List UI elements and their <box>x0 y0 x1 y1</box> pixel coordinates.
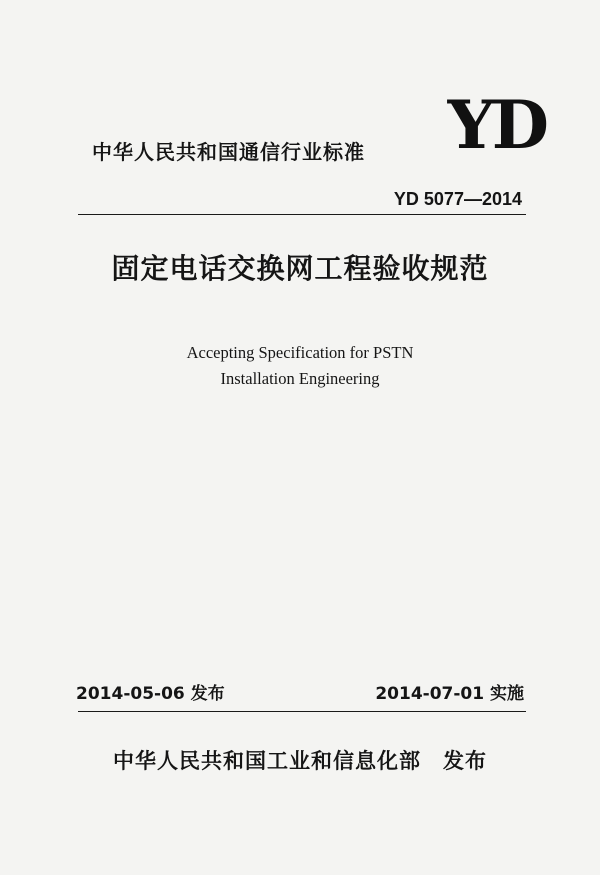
publisher-line <box>0 747 600 775</box>
document-title-english <box>0 340 600 392</box>
industry-standard-header: 中华人民共和国通信行业标准 <box>92 140 365 164</box>
effective-date: 2014-07-01 实施 <box>375 684 524 704</box>
publisher-name: 中华人民共和国工业和信息化部 <box>113 749 421 773</box>
publisher-action: 发布 <box>443 749 487 773</box>
issue-date: 2014-05-06 发布 <box>76 684 225 704</box>
top-divider <box>78 214 526 215</box>
standard-number: YD 5077—2014 <box>393 189 522 209</box>
bottom-divider <box>78 711 526 712</box>
document-title-chinese: 固定电话交换网工程验收规范 <box>111 252 489 285</box>
english-title-line-1: Accepting Specification for PSTN <box>186 343 414 362</box>
yd-logo: YD <box>447 86 546 164</box>
english-title-line-2: Installation Engineering <box>220 369 380 388</box>
